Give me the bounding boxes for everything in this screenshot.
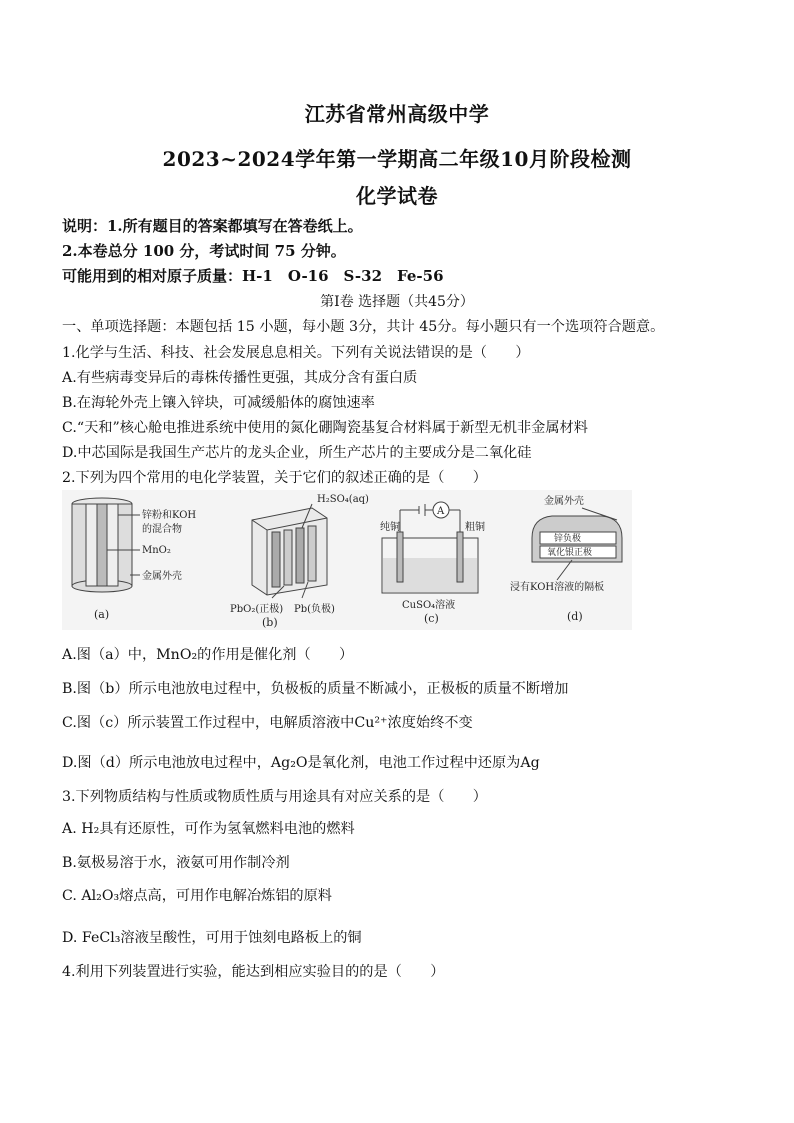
fig-c-right: 粗铜 [465, 522, 485, 533]
note-3: 可能用到的相对原子质量：H-1 O-16 S-32 Fe-56 [62, 267, 444, 285]
q2-option-d: D.图（d）所示电池放电过程中，Ag₂O是氧化剂，电池工作过程中还原为Ag [62, 755, 540, 771]
q2-option-b: B.图（b）所示电池放电过程中，负极板的质量不断减小，正极板的质量不断增加 [62, 681, 569, 697]
fig-a-label1: 锌粉和KOH [142, 510, 197, 521]
q4-stem: 4.利用下列装置进行实验，能达到相应实验目的的是（ ） [62, 964, 445, 980]
fig-b-label-left: PbO₂(正极) [230, 604, 284, 615]
q3-option-d: D. FeCl₃溶液呈酸性，可用于蚀刻电路板上的铜 [62, 930, 362, 946]
section-instruction: 一、单项选择题：本题包括 15 小题，每小题 3分，共计 45分。每小题只有一个选项符合题意。 [62, 319, 665, 335]
fig-b-label-top: H₂SO₄(aq) [317, 494, 369, 505]
exam-title: 2023~2024学年第一学期高二年级10月阶段检测 [162, 147, 632, 171]
fig-c-meter: A [437, 506, 445, 517]
q1-option-d: D.中芯国际是我国生产芯片的龙头企业，所生产芯片的主要成分是二氧化硅 [62, 445, 532, 461]
figure-a [72, 498, 140, 592]
fig-d-label1: 金属外壳 [544, 496, 584, 507]
fig-a-caption: (a) [94, 608, 110, 621]
q2-option-a: A.图（a）中，MnO₂的作用是催化剂（ ） [62, 647, 354, 663]
fig-d-caption: (d) [567, 610, 583, 623]
electrochemistry-figure [62, 490, 632, 630]
q3-option-b: B.氨极易溶于水，液氨可用作制冷剂 [62, 855, 290, 871]
figure-svg [62, 490, 632, 630]
figure-c [382, 502, 478, 593]
school-title: 江苏省常州高级中学 [304, 102, 490, 126]
q3-option-c: C. Al₂O₃熔点高，可用作电解冶炼铝的原料 [62, 888, 332, 904]
fig-c-caption: (c) [424, 612, 439, 625]
q2-option-c: C.图（c）所示装置工作过程中，电解质溶液中Cu²⁺浓度始终不变 [62, 715, 473, 731]
q1-stem: 1.化学与生活、科技、社会发展息息相关。下列有关说法错误的是（ ） [62, 345, 530, 361]
fig-b-label-right: Pb(负极) [294, 604, 335, 615]
q3-option-a: A. H₂具有还原性，可作为氢氧燃料电池的燃料 [62, 821, 355, 837]
figure-d [532, 508, 622, 580]
fig-d-label2: 锌负极 [554, 534, 582, 544]
fig-a-label3: MnO₂ [142, 545, 171, 556]
note-2: 2.本卷总分 100 分，考试时间 75 分钟。 [62, 242, 346, 260]
note-1: 说明：1.所有题目的答案都填写在答卷纸上。 [62, 217, 363, 235]
section-title: 第Ⅰ卷 选择题（共45分） [320, 294, 474, 310]
subject-title: 化学试卷 [356, 184, 438, 208]
figure-b [252, 504, 327, 598]
fig-c-left: 纯铜 [380, 522, 400, 533]
q2-stem: 2.下列为四个常用的电化学装置，关于它们的叙述正确的是（ ） [62, 470, 487, 486]
q3-stem: 3.下列物质结构与性质或物质性质与用途具有对应关系的是（ ） [62, 789, 487, 805]
fig-d-label4: 浸有KOH溶液的隔板 [510, 582, 605, 593]
fig-a-label2: 的混合物 [142, 524, 182, 535]
q1-option-c: C.“天和”核心舱电推进系统中使用的氮化硼陶瓷基复合材料属于新型无机非金属材料 [62, 420, 588, 436]
fig-a-label4: 金属外壳 [142, 571, 182, 582]
fig-c-solution: CuSO₄溶液 [402, 600, 456, 611]
q1-option-b: B.在海轮外壳上镶入锌块，可减缓船体的腐蚀速率 [62, 395, 375, 411]
q1-option-a: A.有些病毒变异后的毒株传播性更强，其成分含有蛋白质 [62, 370, 418, 386]
fig-d-label3: 氧化银正极 [547, 548, 593, 558]
fig-b-caption: (b) [262, 616, 278, 629]
